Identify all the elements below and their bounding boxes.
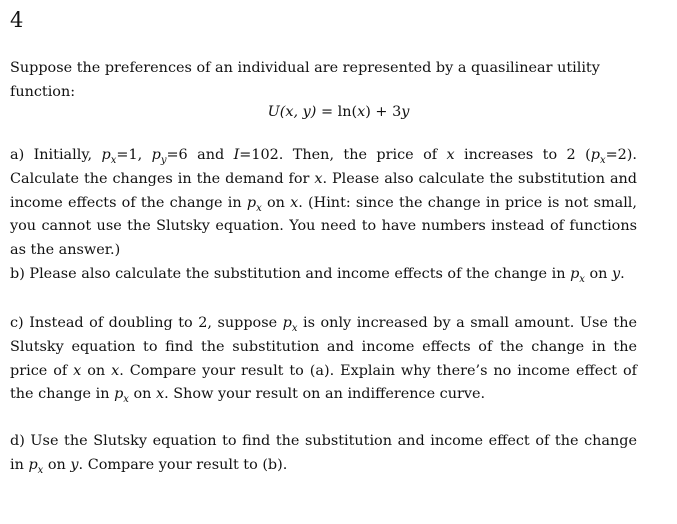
equation-close-paren: ) <box>365 104 371 120</box>
part-a-text: =6 and <box>166 147 234 163</box>
part-c-text: on <box>81 362 112 379</box>
y-variable: y <box>70 456 79 473</box>
part-a-paragraph <box>10 144 637 263</box>
part-c-text: on <box>128 386 157 403</box>
part-a-text: . (Hint: since the change in price is not small, you cannot use the Slutsky equation. You need to have numbers instead of functions as the answer.) <box>10 194 637 259</box>
equation-ln-arg: x <box>357 104 366 120</box>
part-c-paragraph <box>10 312 637 407</box>
price-x-symbol: p <box>570 266 580 282</box>
part-a-text: increases to 2 ( <box>454 147 591 163</box>
part-c-text: . Show your result on an indifference curve. <box>164 386 486 403</box>
x-variable: x <box>314 170 323 187</box>
x-variable: x <box>73 362 82 379</box>
part-c-text: is only increased by a small amount. Use the Slutsky equation to find the substitution and income effects of the change in the price of <box>10 315 637 379</box>
problem-number: 4 <box>10 8 24 32</box>
part-b-paragraph <box>10 263 637 287</box>
x-variable: x <box>446 147 455 163</box>
part-d-text: d) Use the Slutsky equation to find the substitution and income effect of the change in <box>10 433 637 473</box>
price-x-symbol: p <box>246 194 257 211</box>
equation-open-paren: ( <box>351 104 358 120</box>
equation-ln: ln <box>337 104 352 120</box>
part-a-text: on <box>261 194 291 211</box>
equation-fn: U <box>267 104 280 120</box>
utility-equation <box>0 100 677 124</box>
price-x-symbol: p <box>101 147 111 163</box>
equation-equals: = <box>316 104 338 120</box>
part-b-text: on <box>584 266 613 282</box>
price-x-subscript: x <box>599 154 606 166</box>
equation-args: (x, y) <box>279 104 317 120</box>
x-variable: x <box>290 194 299 211</box>
price-x-subscript: x <box>110 154 117 166</box>
price-x-subscript: x <box>579 273 585 285</box>
equation-last-var: y <box>401 104 410 120</box>
price-x-symbol: p <box>282 315 292 331</box>
price-x-symbol: p <box>28 456 38 473</box>
part-d-text: on <box>43 456 71 473</box>
part-b-text: . <box>620 266 625 282</box>
part-b-text: b) Please also calculate the substitution and income effects of the change in <box>10 266 571 282</box>
intro-paragraph: Suppose the preferences of an individual are represented by a quasilinear utility function: <box>10 60 600 100</box>
part-a-text: =2). Calculate the changes in the demand for <box>10 147 637 187</box>
price-y-symbol: p <box>151 147 161 163</box>
part-d-text: . Compare your result to (b). <box>78 456 288 473</box>
part-a-text: a) Initially, <box>10 147 102 163</box>
part-a-text: =102. Then, the price of <box>239 147 447 163</box>
price-y-subscript: y <box>160 154 167 166</box>
price-x-subscript: x <box>123 394 129 406</box>
price-x-symbol: p <box>114 386 124 403</box>
x-variable: x <box>111 362 120 379</box>
price-x-subscript: x <box>37 464 44 476</box>
part-d-paragraph <box>10 430 637 478</box>
part-a-text: =1, <box>116 147 152 163</box>
income-symbol: I <box>233 147 240 163</box>
price-x-symbol: p <box>590 147 600 163</box>
part-a-text: . Please also calculate the substitution and income effects of the change in <box>10 170 638 211</box>
price-x-subscript: x <box>256 202 262 214</box>
x-variable: x <box>156 386 165 403</box>
price-x-subscript: x <box>291 322 298 334</box>
part-c-text: . Compare your result to (a). Explain why there’s no income effect of the change in <box>10 362 637 403</box>
part-c-text: c) Instead of doubling to 2, suppose <box>10 315 283 331</box>
equation-plus: + 3 <box>370 104 402 120</box>
y-variable: y <box>612 266 621 282</box>
